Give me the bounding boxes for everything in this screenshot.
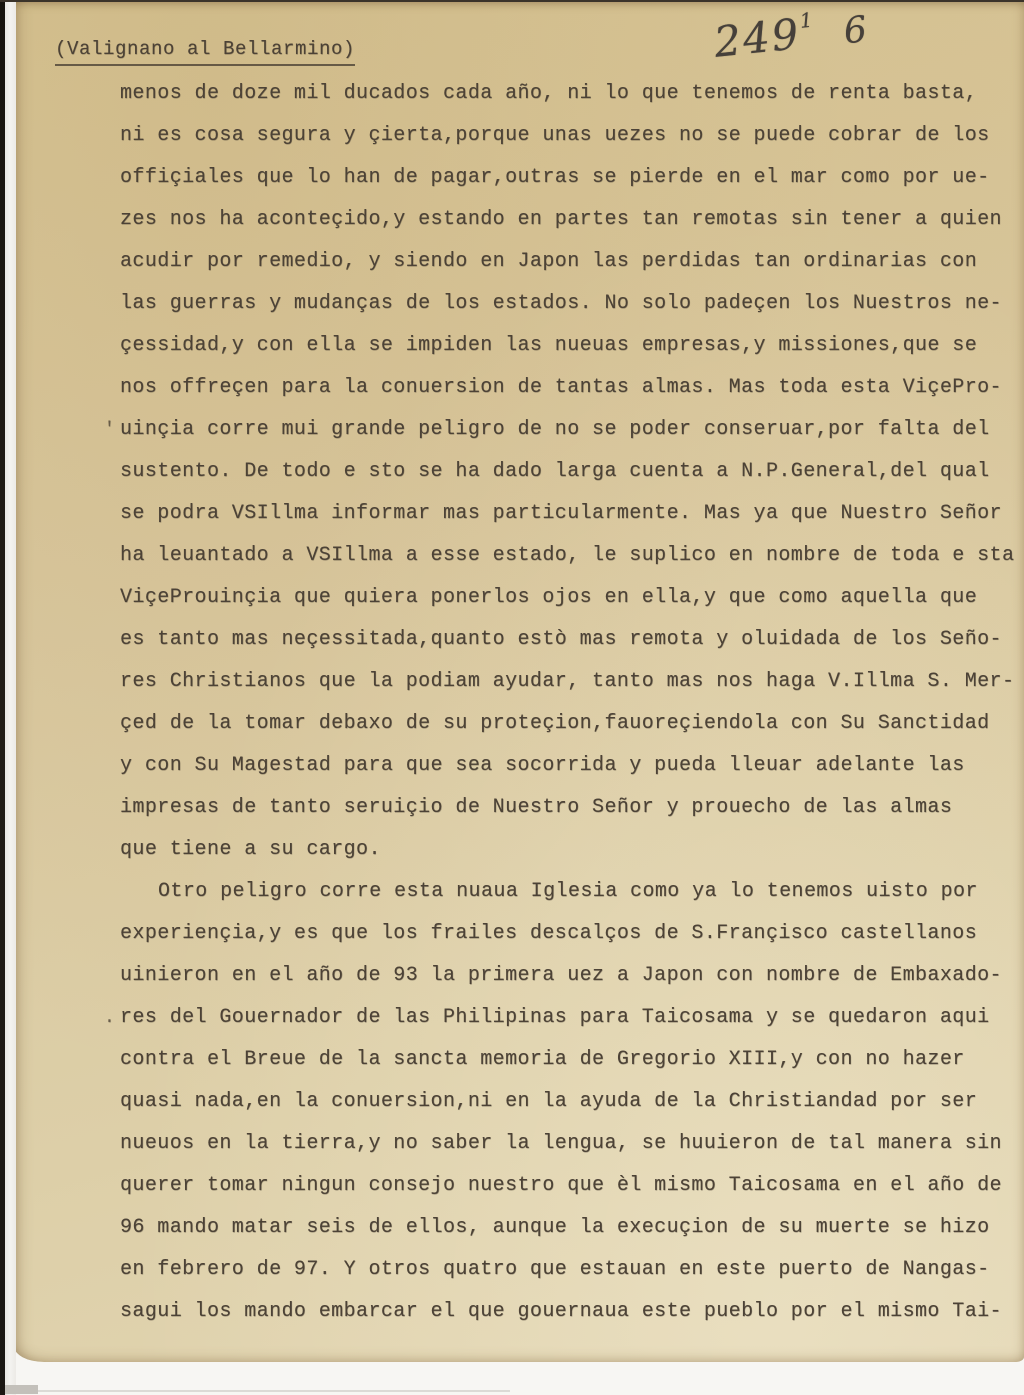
text-line bbox=[120, 1039, 1024, 1081]
line-text: res del Gouernador de las Philipinas para Taicosama y se quedaron aqui bbox=[120, 1006, 990, 1029]
line-text: ha leuantado a VSIllma a esse estado, le suplico en nombre de toda e sta bbox=[120, 544, 1015, 567]
paper-sheet bbox=[14, 2, 1024, 1362]
line-text: acudir por remedio, y siendo en Japon las perdidas tan ordinarias con bbox=[120, 250, 978, 273]
margin-mark: ' bbox=[104, 420, 116, 440]
line-text: menos de doze mil ducados cada año, ni lo que tenemos de renta basta, bbox=[120, 82, 978, 105]
text-line bbox=[120, 73, 1024, 115]
folio-number: 249 bbox=[711, 9, 803, 67]
text-line bbox=[120, 1249, 1024, 1291]
line-text: offiçiales que lo han de pagar,outras se pierde en el mar como por ue- bbox=[120, 166, 990, 189]
margin-mark: . bbox=[104, 1008, 116, 1028]
text-line bbox=[120, 535, 1024, 577]
text-line bbox=[120, 661, 1024, 703]
scan-top-edge bbox=[0, 0, 1024, 2]
text-line bbox=[120, 913, 1024, 955]
text-line bbox=[120, 199, 1024, 241]
scan-edge-strip bbox=[0, 0, 5, 1395]
page-number: 6 bbox=[841, 9, 869, 53]
text-line bbox=[120, 1291, 1024, 1333]
line-text: experiençia,y es que los frailes descalços de S.Françisco castellanos bbox=[120, 922, 978, 945]
text-line bbox=[104, 409, 1024, 451]
text-line bbox=[104, 997, 1024, 1039]
folio-annotation bbox=[712, 2, 869, 67]
line-text: y con Su Magestad para que sea socorrida y pueda lleuar adelante las bbox=[120, 754, 965, 777]
text-line bbox=[120, 283, 1024, 325]
line-text: querer tomar ningun consejo nuestro que èl mismo Taicosama en el año de bbox=[120, 1174, 1002, 1197]
line-text: sustento. De todo e sto se ha dado larga cuenta a N.P.General,del qual bbox=[120, 460, 990, 483]
text-line bbox=[120, 325, 1024, 367]
line-text: nos offreçen para la conuersion de tantas almas. Mas toda esta ViçePro- bbox=[120, 376, 1002, 399]
line-text: en febrero de 97. Y otros quatro que estauan en este puerto de Nangas- bbox=[120, 1258, 990, 1281]
text-line bbox=[120, 871, 1024, 913]
line-text: Otro peligro corre esta nuaua Iglesia como ya lo tenemos uisto por bbox=[158, 880, 978, 903]
line-text: nueuos en la tierra,y no saber la lengua, se huuieron de tal manera sin bbox=[120, 1132, 1002, 1155]
text-line bbox=[120, 619, 1024, 661]
line-text: ViçeProuinçia que quiera ponerlos ojos en ella,y que como aquella que bbox=[120, 586, 978, 609]
line-text: çed de la tomar debaxo de su proteçion,fauoreçiendola con Su Sanctidad bbox=[120, 712, 990, 735]
text-line bbox=[120, 493, 1024, 535]
line-text: se podra VSIllma informar mas particularmente. Mas ya que Nuestro Señor bbox=[120, 502, 1002, 525]
text-line bbox=[120, 115, 1024, 157]
line-text: çessidad,y con ella se impiden las nueuas empresas,y missiones,que se bbox=[120, 334, 978, 357]
text-line bbox=[120, 787, 1024, 829]
line-text: que tiene a su cargo. bbox=[120, 838, 381, 861]
scan-gutter bbox=[5, 0, 16, 1395]
line-text: es tanto mas neçessitada,quanto estò mas remota y oluidada de los Seño- bbox=[120, 628, 1002, 651]
line-text: ni es cosa segura y çierta,porque unas uezes no se puede cobrar de los bbox=[120, 124, 990, 147]
text-line bbox=[120, 1123, 1024, 1165]
text-line bbox=[120, 745, 1024, 787]
scan-bottom-line bbox=[28, 1390, 510, 1392]
line-text: uinieron en el año de 93 la primera uez a Japon con nombre de Embaxado- bbox=[120, 964, 1002, 987]
text-line bbox=[120, 577, 1024, 619]
line-text: sagui los mando embarcar el que gouernaua este pueblo por el mismo Tai- bbox=[120, 1300, 1002, 1323]
text-line bbox=[120, 955, 1024, 997]
line-text: impresas de tanto seruiçio de Nuestro Señor y prouecho de las almas bbox=[120, 796, 953, 819]
line-text: res Christianos que la podiam ayudar, tanto mas nos haga V.Illma S. Mer- bbox=[120, 670, 1015, 693]
line-text: 96 mando matar seis de ellos, aunque la execuçion de su muerte se hizo bbox=[120, 1216, 990, 1239]
line-text: las guerras y mudanças de los estados. No solo padeçen los Nuestros ne- bbox=[120, 292, 1002, 315]
line-text: contra el Breue de la sancta memoria de Gregorio XIII,y con no hazer bbox=[120, 1048, 965, 1071]
header-annotation: (Valignano al Bellarmino) bbox=[55, 38, 355, 66]
folio-superscript: 1 bbox=[798, 7, 814, 33]
text-line bbox=[120, 703, 1024, 745]
text-line bbox=[120, 1207, 1024, 1249]
line-text: uinçia corre mui grande peligro de no se poder conseruar,por falta del bbox=[120, 418, 990, 441]
text-line bbox=[120, 157, 1024, 199]
scan-bottom-corner bbox=[0, 1385, 38, 1394]
text-line bbox=[120, 451, 1024, 493]
text-line bbox=[120, 367, 1024, 409]
line-text: quasi nada,en la conuersion,ni en la ayuda de la Christiandad por ser bbox=[120, 1090, 978, 1113]
text-body bbox=[104, 73, 1024, 1333]
text-line bbox=[120, 1165, 1024, 1207]
line-text: zes nos ha aconteçido,y estando en partes tan remotas sin tener a quien bbox=[120, 208, 1002, 231]
text-line bbox=[120, 1081, 1024, 1123]
text-line bbox=[120, 829, 1024, 871]
text-line bbox=[120, 241, 1024, 283]
